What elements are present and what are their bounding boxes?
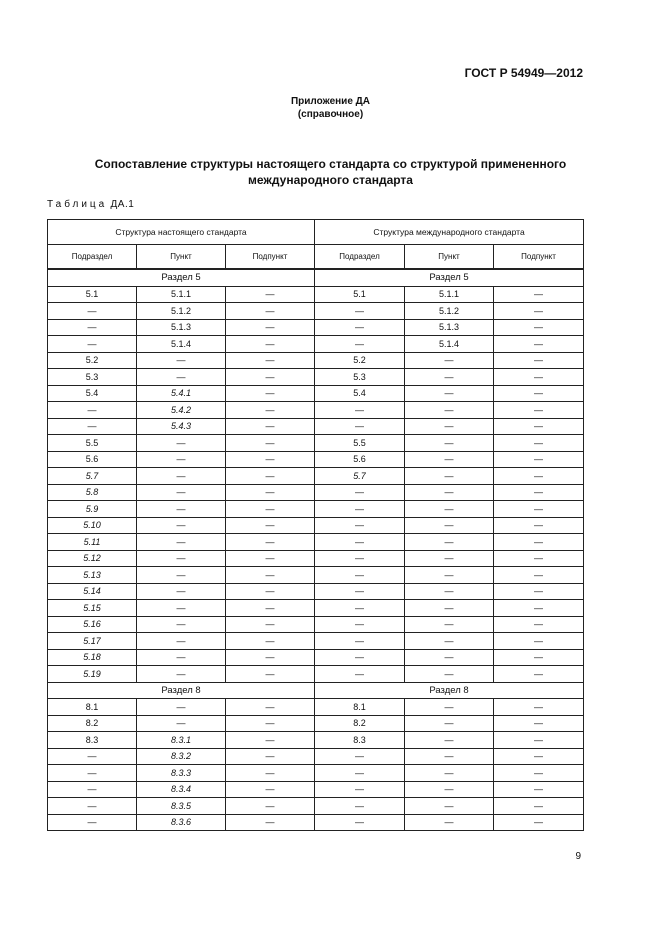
table-cell: 5.1.3 [137,319,226,336]
table-cell: — [315,600,405,617]
table-row [48,814,584,831]
table-cell: — [494,369,584,386]
table-cell: — [226,600,315,617]
table-row [48,534,584,551]
table-cell: — [226,352,315,369]
table-cell: — [226,336,315,353]
table-cell: — [405,649,494,666]
table-cell: — [405,484,494,501]
table-cell: 5.10 [48,517,137,534]
table-cell: 5.5 [48,435,137,452]
table-cell: — [494,567,584,584]
table-cell: 5.13 [48,567,137,584]
table-row [48,781,584,798]
table-cell: — [315,418,405,435]
table-row [48,616,584,633]
table-label-number: ДА.1 [110,199,135,210]
table-row [48,385,584,402]
document-id: ГОСТ Р 54949—2012 [464,66,583,80]
table-cell: — [494,798,584,815]
table-row [48,468,584,485]
table-cell: 8.3.2 [137,748,226,765]
table-cell: 8.3.3 [137,765,226,782]
section-label-international: Раздел 5 [315,269,584,286]
table-cell: 5.16 [48,616,137,633]
table-cell: — [405,468,494,485]
table-cell: 5.2 [48,352,137,369]
table-cell: — [315,616,405,633]
table-row [48,418,584,435]
table-cell: — [226,435,315,452]
table-row [48,435,584,452]
table-cell: — [137,666,226,683]
table-cell: — [226,484,315,501]
table-cell: — [226,616,315,633]
table-row [48,732,584,749]
table-cell: — [137,468,226,485]
table-cell: — [226,534,315,551]
table-cell: 8.1 [315,699,405,716]
table-cell: — [137,649,226,666]
table-row [48,798,584,815]
table-cell: — [226,303,315,320]
table-label-prefix: Таблица [47,199,108,210]
appendix-subtitle: (справочное) [297,109,364,120]
table-cell: — [226,550,315,567]
table-row [48,583,584,600]
table-cell: — [405,633,494,650]
table-cell: 8.3.5 [137,798,226,815]
table-cell: — [405,715,494,732]
table-row [48,649,584,666]
table-cell: — [405,501,494,518]
table-cell: — [405,699,494,716]
table-cell: — [315,765,405,782]
table-cell: — [494,435,584,452]
table-cell: 5.4 [48,385,137,402]
table-row [48,550,584,567]
table-cell: — [405,534,494,551]
table-cell: — [137,484,226,501]
table-cell: — [315,517,405,534]
table-row [48,567,584,584]
table-cell: — [494,781,584,798]
table-cell: — [48,402,137,419]
table-cell: — [405,616,494,633]
table-cell: — [226,583,315,600]
table-cell: — [137,369,226,386]
table-cell: 5.4.3 [137,418,226,435]
table-row [48,633,584,650]
col-header-subitem-left: Подпункт [226,245,315,270]
table-cell: — [226,781,315,798]
table-cell: — [48,781,137,798]
table-cell: — [494,732,584,749]
table-cell: 5.1.4 [405,336,494,353]
table-cell: — [315,567,405,584]
table-cell: — [494,666,584,683]
col-header-item-left: Пункт [137,245,226,270]
table-cell: — [226,765,315,782]
table-row [48,286,584,303]
table-row [48,666,584,683]
table-column-header-row [48,245,584,270]
table-cell: — [226,732,315,749]
table-cell: — [48,765,137,782]
table-cell: 8.3.4 [137,781,226,798]
table-cell: — [405,748,494,765]
section-title [60,156,601,188]
section-label-current: Раздел 8 [48,682,315,699]
table-cell: 5.1.1 [405,286,494,303]
table-cell: — [137,517,226,534]
table-cell: — [494,633,584,650]
table-cell: — [226,319,315,336]
table-cell: 5.12 [48,550,137,567]
table-cell: — [315,633,405,650]
table-cell: 8.3.1 [137,732,226,749]
table-cell: — [226,286,315,303]
table-cell: — [405,369,494,386]
table-cell: — [405,583,494,600]
table-cell: — [137,715,226,732]
table-cell: — [315,781,405,798]
table-cell: 5.4.2 [137,402,226,419]
table-cell: — [226,501,315,518]
section-label-current: Раздел 5 [48,269,315,286]
table-cell: — [494,336,584,353]
table-cell: 5.6 [315,451,405,468]
table-cell: — [494,649,584,666]
comparison-table [47,219,584,831]
table-row [48,748,584,765]
table-cell: — [494,715,584,732]
table-cell: 5.1.3 [405,319,494,336]
table-cell: — [137,451,226,468]
table-row [48,484,584,501]
table-cell: — [494,468,584,485]
group-header-current-standard: Структура настоящего стандарта [48,220,315,245]
table-cell: — [315,814,405,831]
table-cell: — [315,666,405,683]
table-cell: — [226,814,315,831]
table-cell: — [494,814,584,831]
table-cell: 5.1 [315,286,405,303]
table-cell: — [226,666,315,683]
table-cell: 5.17 [48,633,137,650]
col-header-subitem-right: Подпункт [494,245,584,270]
table-cell: — [405,666,494,683]
table-cell: 8.3.6 [137,814,226,831]
table-row [48,517,584,534]
table-cell: — [405,765,494,782]
table-cell: — [494,303,584,320]
table-cell: — [494,616,584,633]
table-cell: — [137,352,226,369]
table-cell: 5.14 [48,583,137,600]
table-cell: — [405,550,494,567]
table-cell: 8.2 [315,715,405,732]
table-cell: — [315,336,405,353]
table-cell: — [226,699,315,716]
table-row [48,451,584,468]
table-cell: — [315,748,405,765]
appendix-heading [0,95,661,121]
table-cell: — [405,517,494,534]
col-header-item-right: Пункт [405,245,494,270]
table-cell: 5.19 [48,666,137,683]
table-cell: — [48,748,137,765]
table-cell: 5.4.1 [137,385,226,402]
table-cell: — [494,501,584,518]
table-row [48,765,584,782]
table-cell: — [315,534,405,551]
group-header-international-standard: Структура международного стандарта [315,220,584,245]
table-cell: 5.15 [48,600,137,617]
table-cell: — [315,303,405,320]
table-cell: — [405,451,494,468]
table-cell: 5.3 [48,369,137,386]
table-cell: — [494,517,584,534]
table-cell: — [405,418,494,435]
table-cell: 5.1.2 [405,303,494,320]
table-cell: — [226,798,315,815]
table-cell: — [494,451,584,468]
table-cell: 5.1.1 [137,286,226,303]
col-header-subsection-left: Подраздел [48,245,137,270]
table-cell: — [48,814,137,831]
section-label-international: Раздел 8 [315,682,584,699]
table-cell: 5.3 [315,369,405,386]
table-cell: — [137,699,226,716]
table-group-header-row [48,220,584,245]
table-cell: — [226,468,315,485]
table-cell: 5.2 [315,352,405,369]
col-header-subsection-right: Подраздел [315,245,405,270]
table-cell: — [315,550,405,567]
table-cell: — [494,319,584,336]
table-cell: — [494,418,584,435]
table-row [48,303,584,320]
table-cell: 5.18 [48,649,137,666]
table-row [48,600,584,617]
table-cell: — [494,583,584,600]
table-cell: — [137,435,226,452]
table-cell: — [494,402,584,419]
section-title-line-2: международного стандарта [248,173,413,187]
table-cell: — [494,484,584,501]
table-cell: — [226,567,315,584]
table-cell: — [48,798,137,815]
table-cell: 8.3 [48,732,137,749]
table-cell: — [137,501,226,518]
table-cell: — [315,583,405,600]
table-cell: — [494,286,584,303]
table-cell: 5.4 [315,385,405,402]
table-cell: 5.6 [48,451,137,468]
table-row [48,715,584,732]
page-number: 9 [575,851,581,862]
table-cell: — [226,385,315,402]
section-title-line-1: Сопоставление структуры настоящего стандарта со структурой примененного [94,157,567,171]
table-cell: — [494,550,584,567]
table-cell: — [226,649,315,666]
table-cell: 5.7 [315,468,405,485]
table-cell: 8.2 [48,715,137,732]
table-cell: — [405,567,494,584]
table-cell: — [226,517,315,534]
table-cell: — [137,550,226,567]
table-cell: — [48,336,137,353]
table-cell: — [494,699,584,716]
table-cell: — [405,600,494,617]
section-header-row [48,682,584,699]
table-label [47,199,134,210]
table-cell: 5.7 [48,468,137,485]
table-cell: — [315,319,405,336]
table-cell: — [137,534,226,551]
table-cell: — [494,765,584,782]
table-row [48,369,584,386]
table-cell: — [137,633,226,650]
table-cell: — [494,748,584,765]
table-cell: — [137,583,226,600]
table-row [48,501,584,518]
table-cell: — [405,435,494,452]
table-cell: 5.1.4 [137,336,226,353]
section-header-row [48,269,584,286]
table-cell: — [315,798,405,815]
table-cell: — [48,303,137,320]
table-row [48,336,584,353]
table-cell: — [226,748,315,765]
table-cell: — [405,402,494,419]
table-cell: 5.5 [315,435,405,452]
table-cell: — [494,600,584,617]
table-cell: — [405,781,494,798]
table-cell: — [48,319,137,336]
table-row [48,352,584,369]
table-cell: — [137,567,226,584]
table-cell: — [226,402,315,419]
table-cell: — [226,369,315,386]
table-cell: — [405,732,494,749]
table-cell: 8.3 [315,732,405,749]
table-cell: — [405,352,494,369]
table-cell: — [405,385,494,402]
table-cell: — [226,715,315,732]
table-cell: — [494,385,584,402]
table-cell: — [315,402,405,419]
table-cell: — [226,451,315,468]
table-row [48,319,584,336]
table-cell: 5.11 [48,534,137,551]
table-cell: 5.1.2 [137,303,226,320]
table-cell: — [226,633,315,650]
table-row [48,402,584,419]
table-cell: — [494,352,584,369]
table-cell: — [137,600,226,617]
appendix-title: Приложение ДА [290,96,371,107]
table-cell: — [494,534,584,551]
table-cell: 8.1 [48,699,137,716]
table-cell: — [405,814,494,831]
table-cell: 5.8 [48,484,137,501]
table-cell: 5.1 [48,286,137,303]
table-cell: — [48,418,137,435]
table-cell: 5.9 [48,501,137,518]
table-cell: — [315,484,405,501]
table-cell: — [226,418,315,435]
table-cell: — [315,649,405,666]
table-cell: — [315,501,405,518]
table-cell: — [137,616,226,633]
table-cell: — [405,798,494,815]
table-row [48,699,584,716]
